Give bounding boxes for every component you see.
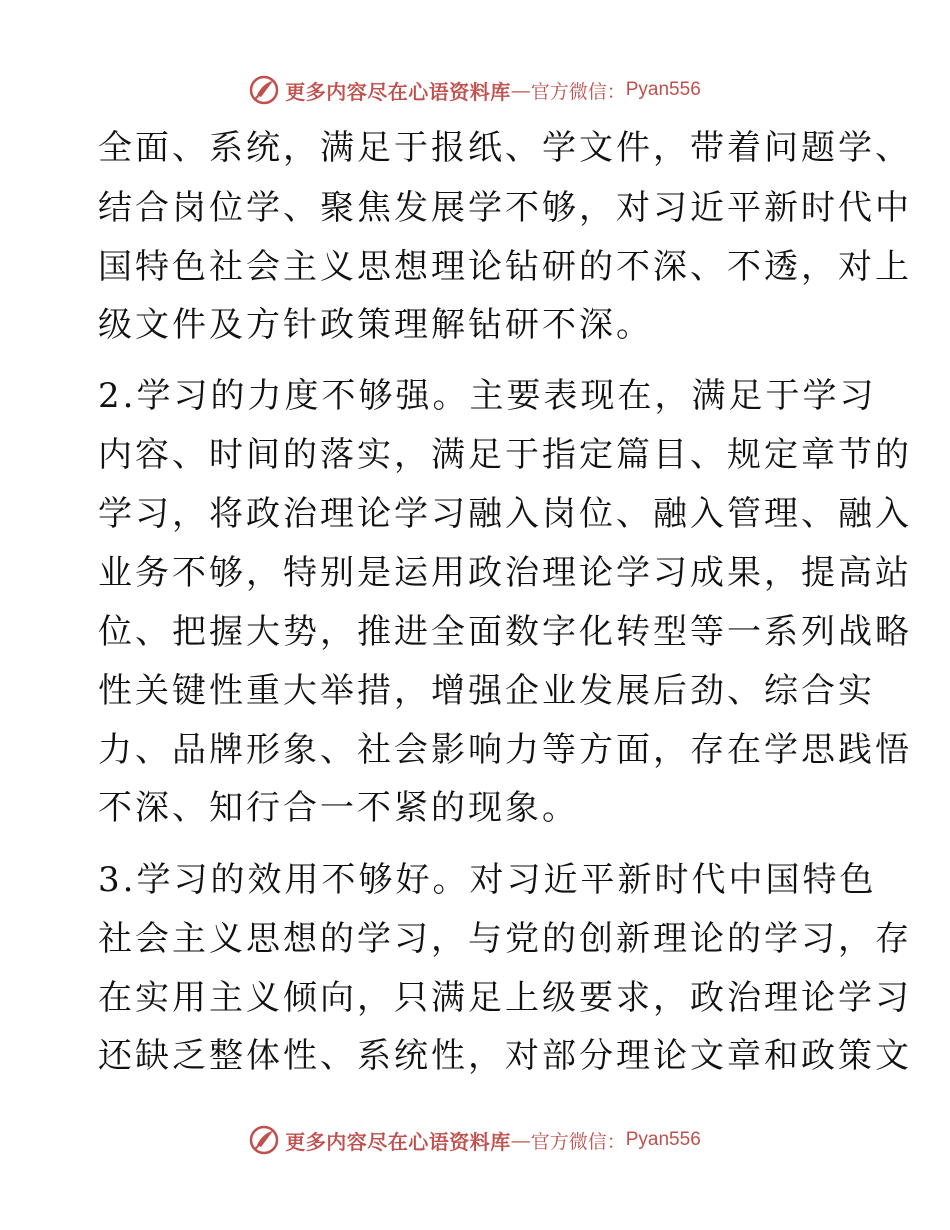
body-line: 内容、时间的落实，满足于指定篇目、规定章节的	[98, 435, 912, 475]
body-line: 在实用主义倾向，只满足上级要求，政治理论学习	[98, 978, 912, 1018]
quill-seal-icon	[249, 75, 279, 105]
body-line: 性关键性重大举措，增强企业发展后劲、综合实	[98, 671, 875, 711]
footer-watermark	[0, 1122, 950, 1158]
watermark-dash: —	[510, 78, 531, 102]
header-watermark	[0, 72, 950, 108]
body-line: 业务不够，特别是运用政治理论学习成果，提高站	[98, 553, 912, 593]
quill-seal-icon	[249, 1125, 279, 1155]
body-line: 结合岗位学、聚焦发展学不够，对习近平新时代中	[98, 188, 912, 228]
body-line: 社会主义思想的学习，与党的创新理论的学习，存	[98, 919, 912, 959]
watermark-main-text: 更多内容尽在心语资料库	[285, 1129, 511, 1154]
body-line: 位、把握大势，推进全面数字化转型等一系列战略	[98, 612, 912, 652]
watermark-account: Pyan556	[625, 1129, 701, 1150]
watermark-dash: —	[510, 1128, 531, 1152]
watermark-label: 官方微信：	[530, 80, 626, 103]
body-line: 国特色社会主义思想理论钻研的不深、不透，对上	[98, 247, 912, 287]
body-line: 不深、知行合一不紧的现象。	[98, 788, 579, 828]
body-line: 力、品牌形象、社会影响力等方面，存在学思践悟	[98, 730, 912, 770]
body-line: 级文件及方针政策理解钻研不深。	[98, 305, 653, 345]
watermark-label: 官方微信：	[530, 1130, 626, 1153]
watermark-main-text: 更多内容尽在心语资料库	[285, 79, 511, 104]
body-line: 2.学习的力度不够强。主要表现在，满足于学习	[98, 376, 877, 416]
body-line: 学习，将政治理论学习融入岗位、融入管理、融入	[98, 494, 912, 534]
body-line: 3.学习的效用不够好。对习近平新时代中国特色	[98, 860, 877, 900]
watermark-account: Pyan556	[625, 79, 701, 100]
body-line: 全面、系统，满足于报纸、学文件，带着问题学、	[98, 128, 912, 168]
body-line: 还缺乏整体性、系统性，对部分理论文章和政策文	[98, 1036, 912, 1076]
